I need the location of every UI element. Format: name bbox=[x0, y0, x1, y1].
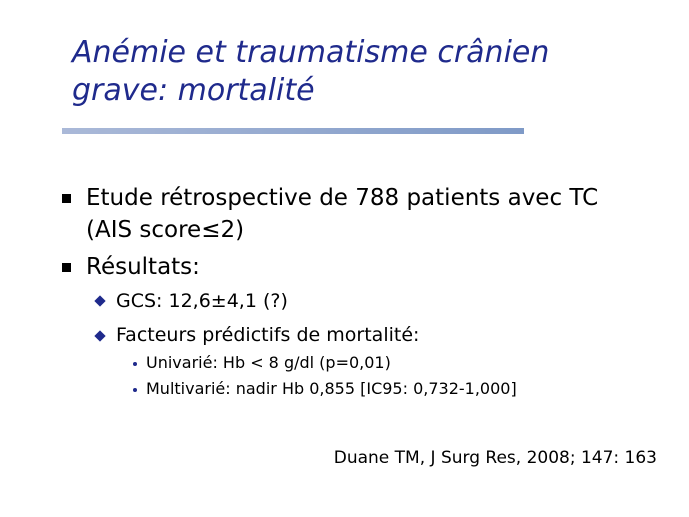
bullet-2-line-1: Résultats: bbox=[86, 254, 200, 280]
diamond-bullet-icon bbox=[94, 330, 105, 341]
title-underline bbox=[62, 128, 524, 134]
diamond-bullet-icon bbox=[94, 295, 105, 306]
title-line-2: grave: mortalité bbox=[72, 73, 315, 108]
dot-bullet-icon bbox=[133, 362, 137, 366]
sub-sub-bullet-1: Univarié: Hb < 8 g/dl (p=0,01) bbox=[146, 353, 391, 372]
bullet-1-line-1: Etude rétrospective de 788 patients avec TC bbox=[86, 185, 599, 211]
square-bullet-icon bbox=[62, 263, 71, 272]
square-bullet-icon bbox=[62, 194, 71, 203]
sub-sub-bullet-2: Multivarié: nadir Hb 0,855 [IC95: 0,732-1,000] bbox=[146, 379, 517, 398]
bullet-1-line-2: (AIS score≤2) bbox=[86, 217, 245, 243]
dot-bullet-icon bbox=[133, 388, 137, 392]
sub-bullet-1: GCS: 12,6±4,1 (?) bbox=[116, 290, 288, 312]
reference-citation: Duane TM, J Surg Res, 2008; 147: 163 bbox=[333, 448, 657, 468]
sub-bullet-2: Facteurs prédictifs de mortalité: bbox=[116, 324, 420, 346]
title-line-1: Anémie et traumatisme crânien bbox=[72, 35, 550, 70]
slide-title bbox=[72, 34, 672, 110]
